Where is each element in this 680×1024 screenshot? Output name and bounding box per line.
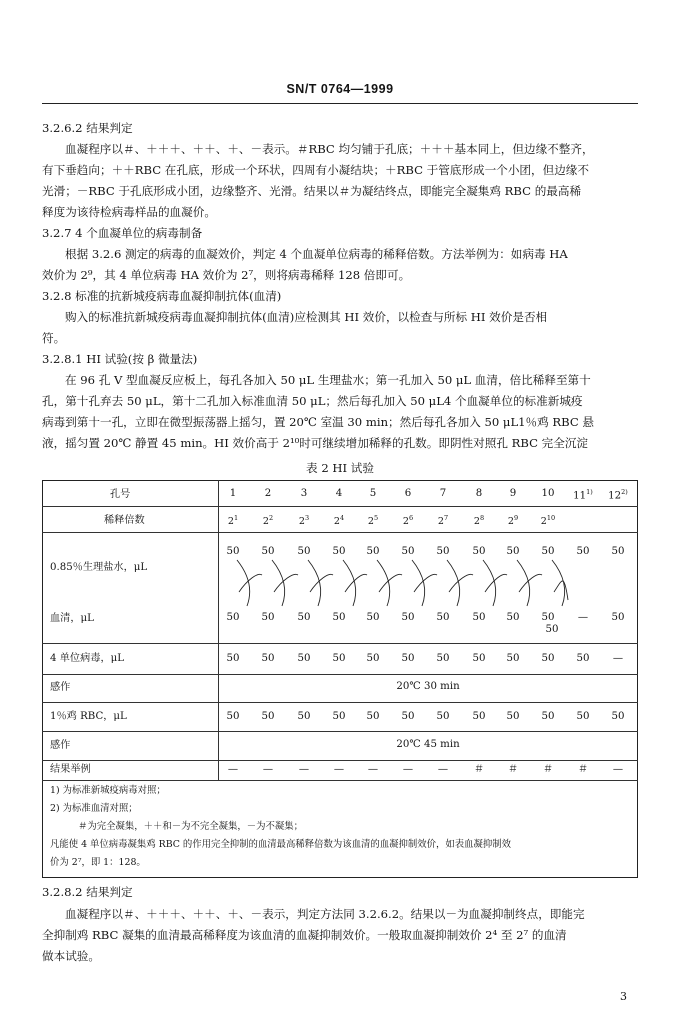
column-header: 5 [369,488,377,499]
result-cell: — [333,764,345,775]
section-heading-3281: 3.2.8.1 HI 试验(按 β 微量法) [42,352,198,366]
para-line: 有下垂趋向；＋＋RBC 在孔底，形成一个环状，四周有小凝结块；＋RBC 于管底形成一个小团，但边缘不 [42,163,589,177]
transfer-curve [552,560,568,606]
para-line: 释度为该待检病毒样品的血凝价。 [42,205,216,219]
dilution-value: $2^2$ [262,514,274,528]
result-cell: ＃ [473,764,485,775]
section-heading-3282: 3.2.8.2 结果判定 [42,885,133,899]
rbc-cell: 50 [472,711,486,722]
dilution-label: 稀释倍数 [104,515,145,526]
column-header: 11$^{1)}$ [573,488,593,502]
table-note: ＃为完全凝集，＋＋和－为不完全凝集，－为不凝集； [78,821,304,832]
rbc-cell: 50 [541,711,555,722]
serum-cell: 50 [506,612,520,623]
para-line: 血凝程序以＃、＋＋＋、＋＋、＋、－表示，判定方法同 3.2.6.2。结果以－为血凝抑制终点，即能完 [65,907,585,921]
table-caption: 表 2 HI 试验 [306,461,374,475]
virus-cell: 50 [366,653,380,664]
result-cell: ＃ [507,764,519,775]
para-line: 全抑制鸡 RBC 凝集的血清最高稀释度为该血清的血凝抑制效价。一般取血凝抑制效价 2⁴ 至 2⁷ 的血清 [42,928,567,942]
row-label-rbc: 1％鸡 RBC，μL [50,711,127,722]
transfer-curve [377,560,402,606]
row-label-serum: 血清，μL [50,613,94,624]
transfer-curve [412,560,437,606]
dilution-value: $2^3$ [298,514,310,528]
column-header: 2 [264,488,272,499]
dilution-value: $2^7$ [437,514,449,528]
column-header: 1 [229,488,237,499]
result-cell: — [227,764,239,775]
section-heading-328: 3.2.8 标准的抗新城疫病毒血凝抑制抗体(血清) [42,289,282,303]
column-header: 6 [404,488,412,499]
result-cell: ＃ [577,764,589,775]
dilution-value: $2^1$ [227,514,239,528]
saline-cell: 50 [436,546,450,557]
standard-code: SN/T 0764—1999 [286,82,394,96]
para-line: 符。 [42,331,66,345]
saline-cell: 50 [261,546,275,557]
column-header: 3 [300,488,308,499]
virus-cell: 50 [472,653,486,664]
saline-cell: 50 [576,546,590,557]
saline-cell: 50 [506,546,520,557]
transfer-curve [447,560,473,606]
para-line: 孔，第十孔弃去 50 μL，第十二孔加入标准血清 50 μL；然后每孔加入 50 μL4 个血凝单位的标准新城疫 [42,394,583,408]
virus-cell: 50 [506,653,520,664]
saline-cell: 50 [401,546,415,557]
column-header: 4 [335,488,343,499]
column-header: 8 [475,488,483,499]
para-line: 光滑；－RBC 于孔底形成小团，边缘整齐、光滑。结果以＃为凝结终点，即能完全凝集鸡 RBC 的最高稀 [42,184,582,198]
row-label-virus: 4 单位病毒，μL [50,653,125,664]
virus-cell: — [612,653,624,664]
serum-cell: 50 [261,612,275,623]
para-line: 购入的标准抗新城疫病毒血凝抑制抗体(血清)应检测其 HI 效价，以检查与所标 HI 效价是否相 [65,310,548,324]
virus-cell: 50 [332,653,346,664]
saline-cell: 50 [366,546,380,557]
serum-cell: 50 [401,612,415,623]
result-cell: — [298,764,310,775]
serum-cell: 50 [366,612,380,623]
row-label-saline: 0.85％生理盐水，μL [50,562,148,573]
saline-cell: 50 [472,546,486,557]
virus-cell: 50 [436,653,450,664]
para-line: 根据 3.2.6 测定的病毒的血凝效价，判定 4 个血凝单位病毒的稀释倍数。方法举例为：如病毒 HA [65,247,568,261]
rbc-cell: 50 [332,711,346,722]
column-header: 12$^{2)}$ [608,488,628,502]
dilution-value: $2^6$ [402,514,414,528]
serum-cell: 50 [332,612,346,623]
rbc-cell: 50 [401,711,415,722]
rbc-cell: 50 [366,711,380,722]
column-header: 9 [509,488,517,499]
serum-cell: 50 [436,612,450,623]
incubation-1: 20℃ 30 min [396,681,460,692]
virus-cell: 50 [576,653,590,664]
rbc-cell: 50 [611,711,625,722]
result-cell: — [402,764,414,775]
virus-cell: 50 [401,653,415,664]
para-line: 做本试验。 [42,949,100,963]
result-cell: — [367,764,379,775]
serum-cell: 50 [297,612,311,623]
virus-cell: 50 [226,653,240,664]
serum-cell: 50 [226,612,240,623]
virus-cell: 50 [541,653,555,664]
column-header: 7 [439,488,447,499]
dilution-value: $2^8$ [473,514,485,528]
para-line: 在 96 孔 V 型血凝反应板上，每孔各加入 50 μL 生理盐水；第一孔加入 50 μL 血清，倍比稀释至第十 [65,373,591,387]
result-cell: — [262,764,274,775]
transfer-curve [308,560,333,606]
saline-cell: 50 [541,546,555,557]
page-number: 3 [620,990,627,1003]
result-cell: — [612,764,624,775]
para-line: 效价为 2⁹，其 4 单位病毒 HA 效价为 2⁷，则将病毒稀释 128 倍即可。 [42,268,411,282]
virus-cell: 50 [261,653,275,664]
column-header: 10 [541,488,555,499]
transfer-curve [517,560,542,606]
rbc-cell: 50 [506,711,520,722]
serum-cell: 50 [541,612,555,623]
row-label-incubate-1: 感作 [50,682,71,693]
virus-cell: 50 [297,653,311,664]
transfer-curve [343,560,367,606]
section-heading-327: 3.2.7 4 个血凝单位的病毒制备 [42,226,203,240]
result-cell: — [437,764,449,775]
rbc-cell: 50 [226,711,240,722]
transfer-curve [483,560,507,606]
table-note: 价为 2⁷，即 1：128。 [50,857,146,868]
saline-cell: 50 [226,546,240,557]
rbc-cell: 50 [297,711,311,722]
para-line: 液，摇匀置 20℃ 静置 45 min。HI 效价高于 2¹⁰时可继续增加稀释的孔数。即阴性对照孔 RBC 完全沉淀 [42,436,589,450]
dilution-value: $2^{10}$ [540,514,556,528]
dilution-value: $2^9$ [507,514,519,528]
row-label-result: 结果举例 [50,764,91,775]
col-header-label: 孔号 [110,489,131,500]
table-note: 2) 为标准血清对照； [50,803,138,814]
rbc-cell: 50 [436,711,450,722]
saline-cell: 50 [611,546,625,557]
section-heading-3262: 3.2.6.2 结果判定 [42,121,133,135]
para-line: 血凝程序以＃、＋＋＋、＋＋、＋、－表示。＃RBC 均匀铺于孔底；＋＋＋基本同上，但边缘不整齐， [65,142,594,156]
rbc-cell: 50 [576,711,590,722]
discard-volume: 50 [545,624,559,635]
incubation-2: 20℃ 45 min [396,739,460,750]
serum-cell: 50 [472,612,486,623]
result-cell: ＃ [542,764,554,775]
saline-cell: 50 [332,546,346,557]
para-line: 病毒到第十一孔，立即在微型振荡器上摇匀，置 20℃ 室温 30 min；然后每孔各加入 50 μL1％鸡 RBC 悬 [42,415,595,429]
transfer-curve [272,560,298,606]
saline-cell: 50 [297,546,311,557]
serum-cell: — [577,612,589,623]
transfer-curve [237,560,262,606]
table-note: 1) 为标准新城疫病毒对照； [50,785,166,796]
rbc-cell: 50 [261,711,275,722]
dilution-value: $2^4$ [333,514,345,528]
table-note: 凡能使 4 单位病毒凝集鸡 RBC 的作用完全抑制的血清最高稀释倍数为该血清的血凝抑制效价，如表血凝抑制效 [50,839,512,850]
dilution-value: $2^5$ [367,514,379,528]
serum-cell: 50 [611,612,625,623]
row-label-incubate-2: 感作 [50,740,71,751]
